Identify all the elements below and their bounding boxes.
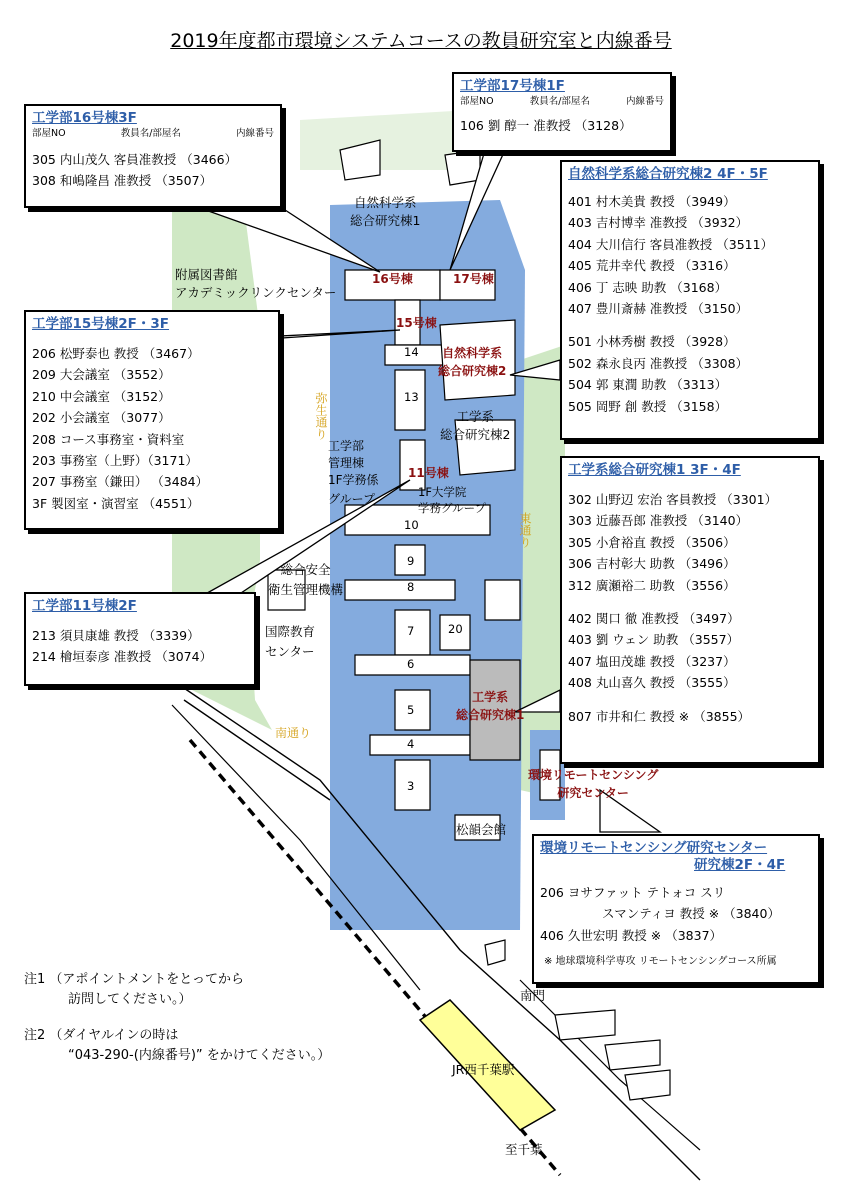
bldg-number: 3 — [407, 779, 415, 793]
bldg-number: 20 — [448, 622, 463, 636]
box-header: 研究棟2F・4F — [694, 857, 786, 873]
bldg-number: 7 — [407, 624, 415, 638]
note-1 — [24, 970, 244, 1010]
list-item: 303 近藤吾郎 准教授 （3140） — [568, 513, 749, 529]
label-intl: 国際教育 センター — [265, 624, 316, 659]
list-item: 206 松野泰也 教授 （3467） — [32, 346, 200, 361]
box-header: 工学部15号棟2F・3F — [32, 316, 170, 332]
box-natural-sciences-2 — [560, 160, 820, 440]
list-item: 214 檜垣泰彦 准教授 （3074） — [32, 649, 213, 665]
list-item: 308 和嶋隆昌 准教授 （3507） — [32, 173, 213, 189]
list-item: 208 コース事務室・資料室 — [32, 431, 185, 447]
box-header: 自然科学系総合研究棟2 4F・5F — [568, 166, 768, 182]
road-higashi: 東通り — [518, 512, 532, 548]
list-item: 404 大川信行 客員准教授 （3511） — [568, 236, 774, 252]
bldg-gate — [485, 940, 505, 965]
note-2 — [24, 1026, 330, 1066]
bldg-s1 — [555, 1010, 615, 1040]
list-item: 402 関口 徹 准教授 （3497） — [568, 611, 740, 627]
label-nat1: 自然科学系 総合研究棟1 — [350, 195, 421, 228]
label-bldg16: 16号棟 — [372, 272, 413, 286]
note-2-line2: “043-290-(内線番号)” をかけてください。） — [68, 1048, 331, 1063]
box-header: 工学部11号棟2F — [32, 598, 137, 614]
list-item: 807 市井和仁 教授 ※ （3855） — [568, 708, 751, 724]
col-room: 部屋NO — [32, 128, 66, 139]
box-building16 — [24, 104, 282, 208]
box-header: 環境リモートセンシング研究センター — [540, 840, 768, 856]
list-item: スマンティヨ 教授 ※ （3840） — [602, 906, 780, 922]
col-ext: 内線番号 — [625, 96, 664, 107]
box-building15 — [24, 310, 280, 530]
box-engineering-1 — [560, 456, 820, 764]
label-admin: 工学部 管理棟 1F学務係 — [328, 439, 379, 487]
list-item: 405 荒井幸代 教授 （3316） — [568, 258, 736, 274]
label-eng1: 工学系 総合研究棟1 — [456, 690, 525, 722]
bldg-s2 — [605, 1040, 660, 1070]
list-item: 306 吉村彰大 助教 （3496） — [568, 556, 736, 572]
bldg-number: 10 — [404, 518, 419, 532]
bldg-number: 9 — [407, 554, 415, 568]
list-item: 206 ヨサファット テトォコ スリ — [540, 885, 726, 900]
column-headers — [32, 127, 274, 141]
box-building11 — [24, 592, 256, 686]
label-bldg15: 15号棟 — [396, 316, 437, 330]
list-item: 3F 製図室・演習室 （4551） — [32, 495, 200, 511]
bldg-n2 — [445, 150, 480, 185]
list-item: 407 豊川斎赫 准教授 （3150） — [568, 301, 749, 317]
bldg-8 — [345, 580, 455, 600]
bldg-number: 13 — [404, 390, 419, 404]
list-item: 408 丸山喜久 教授 （3555） — [568, 675, 736, 691]
box-header: 工学部16号棟3F — [32, 110, 137, 126]
list-item: 302 山野辺 宏治 客員教授 （3301） — [568, 492, 778, 507]
label-eng2: 工学系 総合研究棟2 — [440, 409, 511, 442]
list-item: 203 事務室（上野）（3171） — [32, 453, 198, 469]
col-name: 教員名/部屋名 — [529, 96, 590, 107]
col-ext: 内線番号 — [235, 128, 274, 139]
bldg-number: 4 — [407, 737, 415, 751]
list-item: 305 内山茂久 客員准教授 （3466） — [32, 152, 238, 167]
list-item: 502 森永良丙 准教授 （3308） — [568, 355, 749, 371]
list-item: 504 郭 東潤 助教 （3313） — [568, 377, 728, 393]
box-header: 工学系総合研究棟1 3F・4F — [568, 462, 741, 478]
road-yayoi: 弥生通り — [314, 392, 328, 440]
list-item: 210 中会議室 （3152） — [32, 388, 171, 404]
list-item: 505 岡野 創 教授 （3158） — [568, 398, 728, 414]
list-item: 501 小林秀樹 教授 （3928） — [568, 334, 736, 350]
label-library: 附属図書館 アカデミックリンクセンター — [175, 267, 337, 300]
label-bldg11: 11号棟 — [408, 466, 449, 480]
green-area-north — [300, 110, 470, 170]
label-rs: 環境リモートセンシング 研究センター — [528, 768, 659, 800]
label-grad: 1F大学院 学務グループ — [418, 485, 487, 515]
note-1-line1: 注1 （アポイントメントをとってから — [24, 972, 245, 987]
box-remote-sensing — [532, 834, 820, 984]
bldg-number: 14 — [404, 345, 419, 359]
note-1-line2: 訪問してください。） — [68, 992, 192, 1007]
column-headers — [460, 95, 664, 109]
list-item: 403 吉村博幸 准教授 （3932） — [568, 215, 749, 231]
col-room: 部屋NO — [460, 96, 494, 107]
list-item: 403 劉 ウェン 助教 （3557） — [568, 632, 740, 648]
label-bldg17: 17号棟 — [453, 272, 494, 286]
bldg-number: 8 — [407, 580, 415, 594]
list-item: 406 久世宏明 教授 ※ （3837） — [540, 927, 723, 943]
list-item: 207 事務室（鎌田） （3484） — [32, 474, 209, 490]
label-station: JR西千葉駅 — [452, 1062, 515, 1077]
col-name: 教員名/部屋名 — [120, 128, 181, 139]
list-item: 202 小会議室 （3077） — [32, 410, 171, 426]
box-building17 — [452, 72, 672, 152]
label-group: グループ — [328, 492, 376, 506]
page-title: 2019年度都市環境システムコースの教員研究室と内線番号 — [170, 30, 672, 52]
road-minami: 南通り — [275, 726, 312, 740]
label-safety: 総合安全 衛生管理機構 — [268, 562, 344, 597]
footnote: ※ 地球環境科学専攻 リモートセンシングコース所属 — [544, 956, 777, 968]
label-chiba: 至千葉 — [505, 1142, 543, 1157]
bldg-e1 — [485, 580, 520, 620]
list-item: 407 塩田茂雄 教授 （3237） — [568, 653, 736, 669]
list-item: 406 丁 志映 助教 （3168） — [568, 279, 728, 295]
list-item: 213 須貝康雄 教授 （3339） — [32, 628, 200, 643]
bldg-4 — [370, 735, 470, 755]
note-2-line1: 注2 （ダイヤルインの時は — [24, 1028, 179, 1043]
label-south-gate: 南門 — [520, 988, 546, 1003]
list-item: 312 廣瀬裕二 助教 （3556） — [568, 577, 736, 593]
bldg-s3 — [625, 1070, 670, 1100]
list-item: 209 大会議室 （3552） — [32, 367, 171, 383]
bldg-number: 6 — [407, 657, 415, 671]
bldg-number: 5 — [407, 703, 415, 717]
label-natural: 自然科学系 総合研究棟2 — [438, 346, 507, 378]
box-header: 工学部17号棟1F — [460, 78, 565, 94]
list-item: 401 村木美貴 教授 （3949） — [568, 194, 736, 209]
list-item: 305 小倉裕直 教授 （3506） — [568, 534, 736, 550]
label-shoin: 松韻会館 — [456, 822, 507, 837]
list-item: 106 劉 醇一 准教授 （3128） — [460, 118, 632, 133]
